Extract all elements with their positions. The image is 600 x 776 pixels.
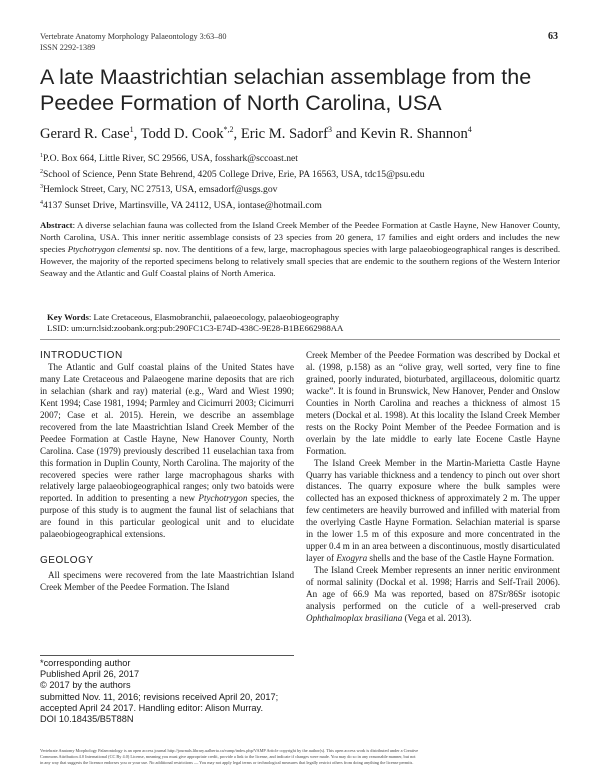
lsid: LSID: um:urn:lsid:zoobank.org:pub:290FC1C3-E74D-438C-9E28-B1BE662988AA bbox=[47, 323, 344, 333]
copyright: © 2017 by the authors bbox=[40, 680, 131, 691]
journal-name: Vertebrate Anatomy Morphology Palaeontology 3:63–80 bbox=[40, 32, 227, 41]
affiliation-list bbox=[40, 150, 425, 213]
column-left bbox=[40, 350, 294, 594]
keywords-label: Key Words bbox=[47, 312, 89, 322]
author-name: Todd D. Cook bbox=[140, 125, 224, 142]
species-name: Ptychotrygon bbox=[198, 493, 248, 504]
page-number: 63 bbox=[548, 31, 558, 42]
affiliation-text: Hemlock Street, Cary, NC 27513, USA, emsadorf@usgs.gov bbox=[43, 184, 278, 196]
divider bbox=[40, 339, 560, 340]
affiliation bbox=[40, 197, 425, 213]
paragraph-text: (Vega et al. 2013). bbox=[404, 612, 472, 623]
abstract-text: sp. nov. The dentitions of a few, large, macrophagous species with large palaeobiogeographical ranges is described. However, the majority of the reported specimens belong to relatively small species that are endemic to the southern regions of the Western Interior Seaway and the Atlantic and Gulf Coastal plains of North America. bbox=[40, 243, 561, 278]
paragraph bbox=[306, 565, 560, 625]
paragraph-text: The Island Creek Member represents an inner neritic environment of normal salinity (Dockal et al. 1998; Harris and Self-Trail 2006). An age of 66.9 Ma was reported, based on 87Sr/86Sr isotopic analysis performed on the cuticle of a well-preserved crab bbox=[306, 565, 560, 612]
abstract: Abstract: A diverse selachian fauna was collected from the Island Creek Member of the Peedee Formation at Castle Hayne, New Hanover County, North Carolina, USA. This inner neritic assemblage consists of 23 species from 20 genera, 17 families and eight orders and includes the new species Ptychotrygon clementsi sp. nov. The dentitions of a few, large, macrophagous species with large palaeobiogeographical ranges is described. However, the majority of the reported specimens belong to relatively small species that are endemic to the southern regions of the Western Interior Seaway and the Atlantic and Gulf Coastal plains of North America. bbox=[40, 220, 561, 278]
paragraph bbox=[40, 362, 294, 541]
author-affiliation-mark: 3 bbox=[327, 125, 332, 134]
affiliation bbox=[40, 166, 425, 182]
author-list: Gerard R. Case$^1$, Todd D. Cook$^{*,2}$, Eric M. Sadorf$^3$ and Kevin R. Shannon$^4$ bbox=[40, 125, 472, 142]
license-footer bbox=[40, 748, 560, 766]
affiliation-text: School of Science, Penn State Behrend, 4205 College Drive, Erie, PA 16563, USA, tdc15@psu.edu bbox=[43, 168, 425, 180]
paragraph-text: The Atlantic and Gulf coastal plains of the United States have many Late Cretaceous and Palaeogene marine deposits that are rich in selachian (shark and ray) material (e.g., Ward and Wiest 1990; Kent 1994; Case 1981, 1994; Parmley and Cicimurri 2003; Cicimurri 2007; Case et al. 2015). Herein, we describe an assemblage recovered from the late Maastrichtian Island Creek Member of the Peedee Formation at Castle Hayne, New Hanover County, North Carolina. Case (1979) previously described 11 euselachian taxa from this formation in Duplin County, North Carolina. The majority of the recovered species were rather large macrophagous sharks with relatively large palaeobiogeographical ranges; only two batoids were reported. In addition to presenting a new bbox=[40, 361, 294, 504]
published-date: Published April 26, 2017 bbox=[40, 669, 140, 680]
author-affiliation-mark: 1 bbox=[129, 125, 134, 134]
paragraph bbox=[306, 458, 560, 566]
author-affiliation-mark: 4 bbox=[467, 125, 472, 134]
affiliation-text: P.O. Box 664, Little River, SC 29566, USA, fosshark@sccoast.net bbox=[43, 153, 298, 165]
doi: DOI 10.18435/B5T88N bbox=[40, 714, 134, 725]
license-line: in any way that suggests the licensor endorses you or your use. No additional restrictions — You may not apply legal terms or technological measures that legally restrict others from doing anything the license permits. bbox=[40, 760, 414, 765]
article-title: A late Maastrichtian selachian assemblage from the Peedee Formation of North Carolina, USA bbox=[40, 65, 532, 115]
acceptance-info: accepted April 24 2017. Handling editor: Alison Murray. bbox=[40, 702, 264, 713]
affiliation-text: 4137 Sunset Drive, Martinsville, VA 24112, USA, iontase@hotmail.com bbox=[43, 200, 322, 212]
keywords-block: Key Words: Late Cretaceous, Elasmobranchii, palaeoecology, palaeobiogeography LSID: um:urn:lsid:zoobank.org:pub:290FC1C3-E74D-438C-9E28-B1BE662988AA bbox=[47, 312, 344, 333]
affiliation bbox=[40, 150, 425, 166]
journal-issn: ISSN 2292-1389 bbox=[40, 43, 96, 52]
author-name: Eric M. Sadorf bbox=[240, 125, 328, 142]
column-right bbox=[306, 350, 560, 625]
affiliation-mark: 3 bbox=[40, 184, 43, 191]
paragraph-text: The Island Creek Member in the Martin-Marietta Castle Hayne Quarry has variable thickness and a tendency to pinch out over short distances. The quarry exposure where the bulk samples were collected has an exposed thickness of approximately 2 m. The upper few centimeters are heavily burrowed and infilled with material from the overlying Castle Hayne Formation. Selachian material is sparse in the lower 1.5 m of this exposure and more concentrated in the upper 0.4 m in an area between a discontinuous, mostly disarticulated layer of bbox=[306, 457, 560, 564]
affiliation-mark: 1 bbox=[40, 153, 43, 159]
paragraph-text: species, the purpose of this study is to augment the faunal list of selachians that are found in this particular geological unit and to elucidate palaeobiogeographical extensions. bbox=[40, 493, 295, 540]
author-name: Kevin R. Shannon bbox=[360, 125, 468, 142]
section-heading-introduction: INTRODUCTION bbox=[40, 350, 123, 361]
corresponding-author-note: *corresponding author bbox=[40, 658, 131, 668]
journal-header bbox=[40, 31, 226, 53]
affiliation-mark: 2 bbox=[40, 168, 43, 175]
species-name: Ophthalmoplax brasiliana bbox=[306, 612, 403, 623]
submission-dates: submitted Nov. 11, 2016; revisions received April 20, 2017; bbox=[40, 691, 279, 702]
author-affiliation-mark: *,2 bbox=[223, 125, 234, 134]
paragraph: All specimens were recovered from the late Maastrichtian Island Creek Member of the Peedee Formation. The Island bbox=[40, 570, 294, 593]
section-heading-geology: GEOLOGY bbox=[40, 555, 94, 567]
keywords-text: Late Cretaceous, Elasmobranchii, palaeoecology, palaeobiogeography bbox=[93, 312, 340, 322]
license-line: Vertebrate Anatomy Morphology Palaeontology is an open access journal http://journals.library.ualberta.ca/vamp/index.php/VAMP Article copyright by the author(s). This open access work is distributed under a Creative bbox=[40, 748, 419, 753]
affiliation-mark: 4 bbox=[40, 200, 43, 207]
paragraph-text: shells and the base of the Castle Hayne Formation. bbox=[369, 553, 555, 564]
genus-name: Exogyra bbox=[336, 553, 368, 564]
affiliation bbox=[40, 181, 425, 197]
author-name: Gerard R. Case bbox=[40, 125, 130, 142]
correspondence-box bbox=[40, 655, 294, 725]
abstract-label: Abstract bbox=[40, 220, 73, 230]
abstract-text: A diverse selachian fauna was collected from the Island Creek Member of the Peedee Formation at Castle Hayne, New Hanover County, North Carolina, USA. This inner neritic assemblage consists of 23 species from 20 genera, 17 families and eight orders and includes the new species bbox=[40, 220, 561, 254]
species-name: Ptychotrygon clementsi bbox=[67, 243, 151, 254]
license-line: Commons Attribution 4.0 International (CC By 4.0) License, meaning you must give appropriate credit, provide a link to the license, and indicate if changes were made. You may do so in any reasonable manner, but not bbox=[40, 754, 416, 759]
paragraph: Creek Member of the Peedee Formation was described by Dockal et al. (1998, p.158) as an “olive gray, well sorted, very fine to fine grained, poorly indurated, bioturbated, argillaceous, dolomitic quartz wacke”. It is found in Brunswick, New Hanover, Pender and Onslow Counties in North Carolina and reaches a thickness of almost 15 meters (Dockal et al. 1998). At this locality the Island Creek Member rests on the Rocky Point Member of the Peedee Formation and is overlain by the late middle to early late Eocene Castle Hayne Formation. bbox=[306, 350, 560, 456]
